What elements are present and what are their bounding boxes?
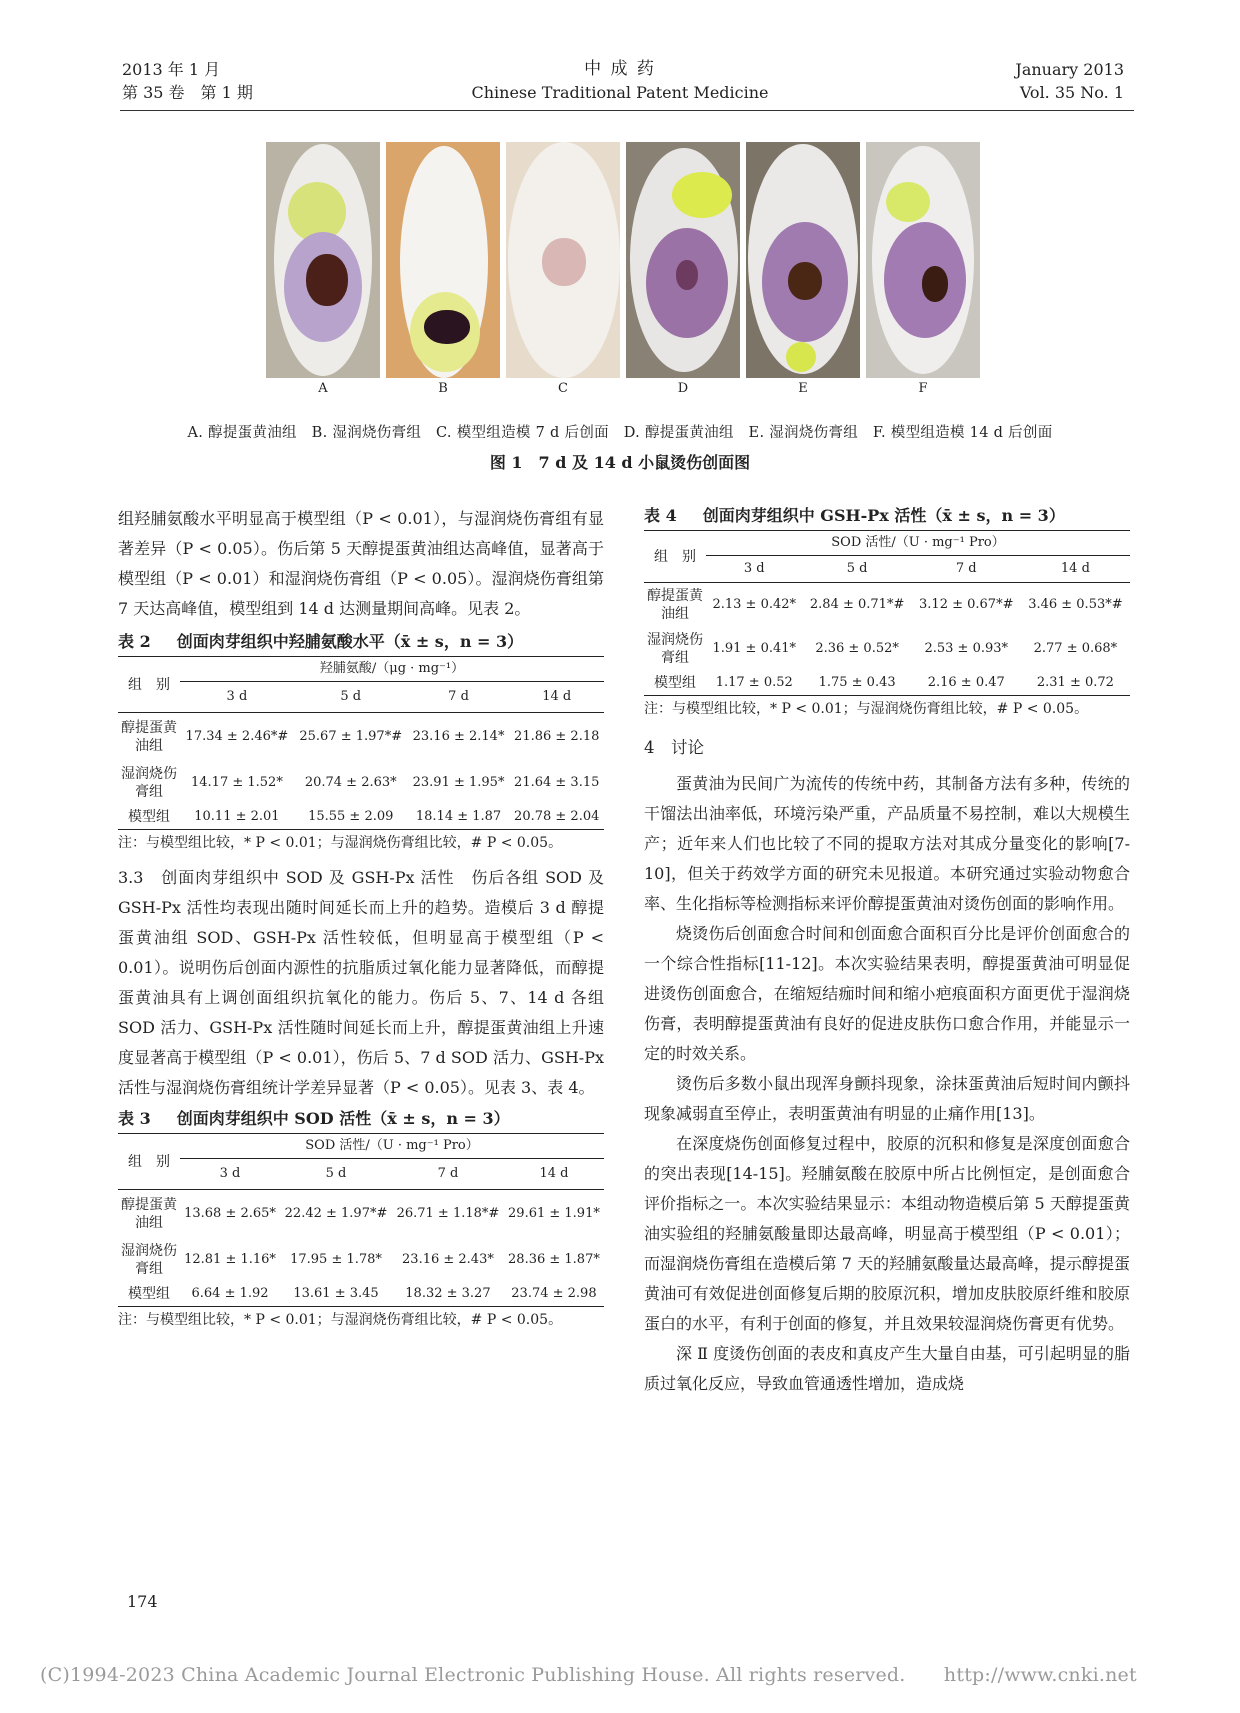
- header-date-en: January 2013: [1015, 60, 1124, 79]
- table-cell: 23.16 ± 2.43*: [402, 1252, 494, 1267]
- table-cell: 15.55 ± 2.09: [308, 809, 394, 824]
- table-2-col: 7 d: [448, 689, 469, 704]
- table-3-number: 表 3: [118, 1109, 151, 1128]
- table-2: [118, 630, 604, 855]
- table-cell: 23.91 ± 1.95*: [412, 775, 505, 790]
- table-cell: 2.31 ± 0.72: [1036, 675, 1114, 690]
- table-cell: 13.68 ± 2.65*: [184, 1206, 276, 1221]
- table-cell-group: 醇提蛋黄油组: [121, 1197, 177, 1231]
- table-3-col: 14 d: [539, 1166, 569, 1181]
- table-cell: 1.75 ± 0.43: [818, 675, 896, 690]
- table-row: [118, 1238, 604, 1282]
- table-cell: 2.84 ± 0.71*#: [809, 597, 905, 612]
- header-volume-en: Vol. 35 No. 1: [1019, 83, 1124, 102]
- table-4: [644, 504, 1130, 721]
- table-cell-group: 模型组: [128, 809, 170, 825]
- left-column: [118, 504, 604, 1332]
- table-cell-group: 醇提蛋黄油组: [121, 720, 177, 754]
- table-cell: 2.77 ± 0.68*: [1033, 641, 1118, 656]
- table-cell: 25.67 ± 1.97*#: [299, 729, 403, 744]
- table-2-group-header: 组 别: [128, 676, 170, 693]
- table-cell-group: 湿润烧伤膏组: [647, 632, 703, 666]
- table-cell: 23.16 ± 2.14*: [412, 729, 505, 744]
- table-cell: 29.61 ± 1.91*: [508, 1206, 600, 1221]
- figure-legend: A. 醇提蛋黄油组 B. 湿润烧伤膏组 C. 模型组造模 7 d 后创面 D. 醇提蛋黄油组 E. 湿润烧伤膏组 F. 模型组造模 14 d 后创面: [187, 425, 1053, 441]
- table-3-caption: 创面肉芽组织中 SOD 活性（x̄ ± s，n = 3）: [176, 1109, 510, 1128]
- table-cell: 17.34 ± 2.46*#: [185, 729, 289, 744]
- table-2-col: 14 d: [542, 689, 572, 704]
- table-cell-group: 醇提蛋黄油组: [647, 588, 703, 622]
- table-3-col: 3 d: [219, 1166, 241, 1181]
- table-cell: 2.13 ± 0.42*: [712, 597, 797, 612]
- journal-name-en: Chinese Traditional Patent Medicine: [471, 83, 769, 102]
- header-volume-cn: 第 35 卷 第 1 期: [122, 83, 253, 102]
- table-2-caption: 创面肉芽组织中羟脯氨酸水平（x̄ ± s，n = 3）: [176, 632, 524, 651]
- table-cell: 12.81 ± 1.16*: [184, 1252, 276, 1267]
- table-4-col: 5 d: [846, 561, 868, 576]
- photo-panel-f: [866, 142, 980, 378]
- photo-panel-e: [746, 142, 860, 378]
- table-cell: 14.17 ± 1.52*: [191, 775, 283, 790]
- table-row: [644, 671, 1130, 696]
- table-cell: 28.36 ± 1.87*: [508, 1252, 600, 1267]
- table-3-measure-header: SOD 活性/（U · mg⁻¹ Pro）: [180, 1134, 604, 1159]
- table-4-number: 表 4: [644, 506, 677, 525]
- photo-panel-d: [626, 142, 740, 378]
- table-3-note: 注：与模型组比较，* P < 0.01；与湿润烧伤膏组比较，# P < 0.05。: [118, 1312, 563, 1328]
- body-paragraph: 在深度烧伤创面修复过程中，胶原的沉积和修复是深度创面愈合的突出表现[14-15]。羟脯氨酸在胶原中所占比例恒定，是创面愈合评价指标之一。本次实验结果显示：本组动物造模后第 5 天醇提蛋黄油实验组的羟脯氨酸量即达最高峰，明显高于模型组（P < 0.01）；而湿润烧伤膏组在造模后第 7 天的羟脯氨酸量达最高峰，提示醇提蛋黄油可有效促进创面修复后期的胶原沉积，增加皮肤胶原纤维和胶原蛋白的水平，有利于创面的修复，并且效果较湿润烧伤膏更有优势。: [644, 1134, 1130, 1333]
- table-cell: 17.95 ± 1.78*: [290, 1252, 382, 1267]
- table-3-col: 5 d: [325, 1166, 347, 1181]
- table-row: [118, 1282, 604, 1307]
- panel-label-e: E: [798, 381, 808, 396]
- table-3: [118, 1107, 604, 1332]
- photo-panel-labels: [266, 381, 980, 396]
- table-4-group-header: 组 别: [654, 548, 696, 565]
- figure-1-photos: [266, 142, 980, 378]
- table-cell: 21.86 ± 2.18: [514, 729, 600, 744]
- body-paragraph: 深 Ⅱ 度烫伤创面的表皮和真皮产生大量自由基，可引起明显的脂质过氧化反应，导致血管通透性增加，造成烧: [644, 1344, 1130, 1393]
- header-rule: [120, 110, 1134, 111]
- header-right: [1015, 58, 1124, 104]
- table-2-measure-header: 羟脯氨酸/（μg · mg⁻¹）: [180, 657, 604, 682]
- table-row: [644, 627, 1130, 671]
- body-paragraph: 蛋黄油为民间广为流传的传统中药，其制备方法有多种，传统的干馏法出油率低，环境污染严重，产品质量不易控制，难以大规模生产；近年来人们也比较了不同的提取方法对其成分量变化的影响[7-10]，但关于药效学方面的研究未见报道。本研究通过实验动物愈合率、生化指标等检测指标来评价醇提蛋黄油对烫伤创面的影响作用。: [644, 774, 1130, 913]
- table-2-number: 表 2: [118, 632, 151, 651]
- panel-label-b: B: [438, 381, 448, 396]
- panel-label-f: F: [918, 381, 928, 396]
- table-2-title: [118, 630, 604, 654]
- table-cell: 21.64 ± 3.15: [514, 775, 600, 790]
- table-4-col: 3 d: [743, 561, 765, 576]
- panel-label-a: A: [318, 381, 328, 396]
- table-cell: 3.46 ± 0.53*#: [1028, 597, 1123, 612]
- body-paragraph: 烧烫伤后创面愈合时间和创面愈合面积百分比是评价创面愈合的一个综合性指标[11-12]。本次实验结果表明，醇提蛋黄油可明显促进烫伤创面愈合，在缩短结痂时间和缩小疤痕面积方面更优于湿润烧伤膏，表明醇提蛋黄油有良好的促进皮肤伤口愈合作用，并能显示一定的时效关系。: [644, 924, 1130, 1063]
- body-paragraph: 烫伤后多数小鼠出现浑身颤抖现象，涂抹蛋黄油后短时间内颤抖现象减弱直至停止，表明蛋黄油有明显的止痛作用[13]。: [644, 1074, 1130, 1123]
- table-cell-group: 模型组: [128, 1286, 170, 1302]
- table-4-measure-header: SOD 活性/（U · mg⁻¹ Pro）: [706, 531, 1130, 556]
- table-cell: 10.11 ± 2.01: [194, 809, 280, 824]
- table-cell: 1.17 ± 0.52: [715, 675, 793, 690]
- right-column: [644, 504, 1130, 1399]
- table-cell: 2.36 ± 0.52*: [815, 641, 899, 656]
- table-4-title: [644, 504, 1130, 528]
- table-cell: 20.74 ± 2.63*: [304, 775, 397, 790]
- table-cell: 18.14 ± 1.87: [415, 809, 502, 824]
- table-cell: 6.64 ± 1.92: [191, 1286, 269, 1301]
- figure-title: 图 1 7 d 及 14 d 小鼠烫伤创面图: [489, 453, 751, 472]
- table-cell: 1.91 ± 0.41*: [712, 641, 797, 656]
- table-cell: 13.61 ± 3.45: [293, 1286, 379, 1301]
- table-cell: 3.12 ± 0.67*#: [919, 597, 1014, 612]
- table-row: [118, 713, 604, 762]
- table-cell: 2.16 ± 0.47: [927, 675, 1005, 690]
- journal-name-cn: 中 成 药: [584, 59, 656, 79]
- table-4-caption: 创面肉芽组织中 GSH-Px 活性（x̄ ± s，n = 3）: [702, 506, 1065, 525]
- section-title: 4 讨论: [644, 738, 704, 757]
- panel-label-d: D: [677, 381, 689, 396]
- table-row: [118, 1190, 604, 1239]
- table-4-col: 14 d: [1060, 561, 1090, 576]
- table-2-col: 5 d: [340, 689, 362, 704]
- panel-label-c: C: [558, 381, 568, 396]
- table-cell-group: 湿润烧伤膏组: [121, 1243, 177, 1277]
- table-cell: 22.42 ± 1.97*#: [284, 1206, 388, 1221]
- page-number: 174: [127, 1592, 158, 1611]
- table-cell: 20.78 ± 2.04: [514, 809, 600, 824]
- table-3-col: 7 d: [437, 1166, 459, 1181]
- table-3-title: [118, 1107, 604, 1131]
- table-cell: 18.32 ± 3.27: [405, 1286, 491, 1301]
- table-row: [118, 761, 604, 805]
- photo-panel-a: [266, 142, 380, 378]
- table-cell: 2.53 ± 0.93*: [924, 641, 1009, 656]
- table-cell: 26.71 ± 1.18*#: [396, 1206, 500, 1221]
- table-2-col: 3 d: [226, 689, 248, 704]
- table-row: [118, 805, 604, 830]
- table-cell-group: 模型组: [654, 675, 696, 691]
- table-3-group-header: 组 别: [128, 1153, 170, 1170]
- body-paragraph: 3.3 创面肉芽组织中 SOD 及 GSH-Px 活性 伤后各组 SOD 及 GSH-Px 活性均表现出随时间延长而上升的趋势。造模后 3 d 醇提蛋黄油组 SOD、GSH-Px 活性较低，但明显高于模型组（P < 0.01）。说明伤后创面内源性的抗脂质过氧化能力显著降低，而醇提蛋黄油具有上调创面组织抗氧化的能力。伤后 5、7、14 d 各组 SOD 活力、GSH-Px 活性随时间延长而上升，醇提蛋黄油组上升速度显著高于模型组（P < 0.01），伤后 5、7 d SOD 活力、GSH-Px 活性与湿润烧伤膏组统计学差异显著（P < 0.05）。见表 3、表 4。: [118, 868, 604, 1097]
- table-4-col: 7 d: [955, 561, 977, 576]
- table-cell: 23.74 ± 2.98: [511, 1286, 597, 1301]
- header-date-cn: 2013 年 1 月: [122, 60, 221, 79]
- table-4-note: 注：与模型组比较，* P < 0.01；与湿润烧伤膏组比较，# P < 0.05。: [644, 701, 1089, 717]
- body-paragraph: 组羟脯氨酸水平明显高于模型组（P < 0.01），与湿润烧伤膏组有显著差异（P < 0.05）。伤后第 5 天醇提蛋黄油组达高峰值，显著高于模型组（P < 0.01）和湿润烧伤膏组（P < 0.05）。湿润烧伤膏组第 7 天达高峰值，模型组到 14 d 达测量期间高峰。见表 2。: [118, 509, 604, 618]
- copyright-footer: (C)1994-2023 China Academic Journal Electronic Publishing House. All rights reserved. http://www.cnki.net: [40, 1664, 1137, 1686]
- photo-panel-c: [506, 142, 620, 378]
- photo-panel-b: [386, 142, 500, 378]
- table-2-note: 注：与模型组比较，* P < 0.01；与湿润烧伤膏组比较，# P < 0.05。: [118, 835, 563, 851]
- table-cell-group: 湿润烧伤膏组: [121, 766, 177, 800]
- table-row: [644, 583, 1130, 628]
